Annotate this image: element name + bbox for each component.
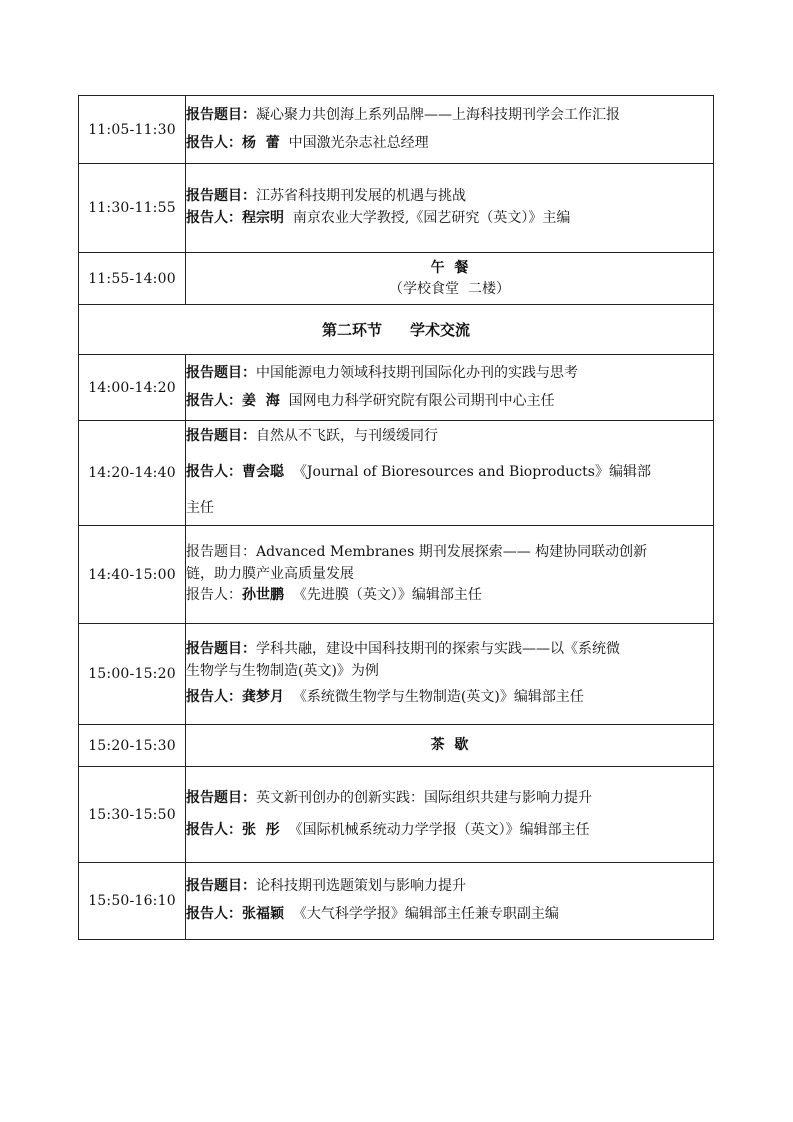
schedule-row bbox=[79, 767, 714, 863]
speaker-name: 姜 海 bbox=[242, 392, 280, 409]
speaker-info: 南京农业大学教授,《园艺研究（英文）》主编 bbox=[292, 210, 571, 226]
speaker-info-continued: 主任 bbox=[186, 499, 214, 516]
speaker-line bbox=[186, 687, 713, 709]
speaker-info: 《Journal of Bioresources and Bioproducts》编辑部 bbox=[292, 464, 651, 481]
report-cell bbox=[186, 96, 714, 164]
speaker-name: 张 彤 bbox=[242, 821, 280, 838]
time-cell: 15:20-15:30 bbox=[79, 725, 186, 767]
topic-line bbox=[186, 105, 713, 127]
topic-label: 报告题目： bbox=[186, 428, 256, 445]
speaker-info: 《系统微生物学与生物制造(英文)》编辑部主任 bbox=[292, 688, 584, 705]
topic-text: 中国能源电力领域科技期刊国际化办刊的实践与思考 bbox=[256, 364, 578, 381]
report-cell bbox=[186, 164, 714, 253]
break-title: 茶 歇 bbox=[430, 736, 469, 753]
topic-label: 报告题目： bbox=[186, 789, 256, 806]
speaker-name: 龚梦月 bbox=[242, 688, 284, 705]
report-cell bbox=[186, 767, 714, 863]
schedule-row bbox=[79, 863, 714, 940]
speaker-line bbox=[186, 820, 713, 842]
break-row bbox=[79, 253, 714, 305]
speaker-name: 杨 蕾 bbox=[242, 134, 280, 151]
topic-label: 报告题目： bbox=[186, 543, 256, 560]
topic-text: Advanced Membranes 期刊发展探索—— 构建协同联动创新 bbox=[256, 543, 648, 560]
topic-text: 英文新刊创办的创新实践：国际组织共建与影响力提升 bbox=[256, 789, 592, 806]
break-cell bbox=[186, 725, 714, 767]
speaker-label: 报告人： bbox=[186, 392, 242, 409]
speaker-name: 程宗明 bbox=[242, 210, 284, 226]
speaker-label: 报告人： bbox=[186, 587, 242, 604]
topic-text: 自然从不飞跃，与刊缓缓同行 bbox=[256, 428, 438, 445]
report-cell bbox=[186, 863, 714, 940]
topic-label: 报告题目： bbox=[186, 364, 256, 381]
topic-label: 报告题目： bbox=[186, 878, 256, 895]
topic-label: 报告题目： bbox=[186, 188, 256, 205]
speaker-line bbox=[186, 462, 713, 484]
report-cell bbox=[186, 421, 714, 526]
schedule-row bbox=[79, 164, 714, 253]
topic-line-continued: 生物学与生物制造(英文)》为例 bbox=[186, 663, 379, 680]
topic-line bbox=[186, 186, 713, 208]
speaker-name: 曹会聪 bbox=[242, 464, 284, 481]
topic-line-continued: 链，助力膜产业高质量发展 bbox=[186, 565, 354, 582]
topic-line bbox=[186, 426, 713, 448]
schedule-row bbox=[79, 421, 714, 526]
topic-line bbox=[186, 876, 713, 898]
speaker-label: 报告人： bbox=[186, 210, 242, 226]
time-cell: 15:30-15:50 bbox=[79, 767, 186, 863]
break-row bbox=[79, 725, 714, 767]
time-cell: 14:40-15:00 bbox=[79, 526, 186, 624]
schedule-table bbox=[78, 95, 714, 940]
speaker-name: 孙世鹏 bbox=[242, 587, 284, 604]
report-cell bbox=[186, 526, 714, 624]
time-cell: 11:05-11:30 bbox=[79, 96, 186, 164]
speaker-name: 张福颖 bbox=[242, 906, 284, 922]
schedule-row bbox=[79, 526, 714, 624]
time-cell: 11:30-11:55 bbox=[79, 164, 186, 253]
speaker-line bbox=[186, 133, 713, 155]
section-header bbox=[79, 305, 714, 355]
section-title: 学术交流 bbox=[410, 321, 471, 339]
break-title: 午 餐 bbox=[430, 260, 469, 277]
time-cell: 15:00-15:20 bbox=[79, 624, 186, 725]
break-subtitle: （学校食堂 二楼） bbox=[389, 280, 510, 297]
speaker-label: 报告人： bbox=[186, 134, 242, 151]
speaker-line bbox=[186, 208, 713, 230]
speaker-label: 报告人： bbox=[186, 906, 242, 922]
schedule-row bbox=[79, 96, 714, 164]
speaker-label: 报告人： bbox=[186, 688, 242, 705]
topic-label: 报告题目： bbox=[186, 641, 256, 658]
break-cell bbox=[186, 253, 714, 305]
time-cell: 14:00-14:20 bbox=[79, 355, 186, 421]
time-cell: 14:20-14:40 bbox=[79, 421, 186, 526]
report-cell bbox=[186, 355, 714, 421]
time-cell: 15:50-16:10 bbox=[79, 863, 186, 940]
schedule-row bbox=[79, 624, 714, 725]
speaker-info: 国网电力科学研究院有限公司期刊中心主任 bbox=[288, 392, 555, 409]
report-cell bbox=[186, 624, 714, 725]
speaker-line bbox=[186, 391, 713, 413]
topic-line bbox=[186, 363, 713, 385]
speaker-line bbox=[186, 904, 713, 926]
time-cell: 11:55-14:00 bbox=[79, 253, 186, 305]
topic-line bbox=[186, 542, 713, 564]
section-row bbox=[79, 305, 714, 355]
speaker-label: 报告人： bbox=[186, 821, 242, 838]
speaker-line bbox=[186, 585, 713, 607]
speaker-info: 《国际机械系统动力学学报（英文）》编辑部主任 bbox=[288, 821, 590, 838]
topic-label: 报告题目： bbox=[186, 106, 256, 123]
topic-text: 论科技期刊选题策划与影响力提升 bbox=[256, 878, 466, 895]
topic-text: 学科共融，建设中国科技期刊的探索与实践——以《系统微 bbox=[256, 641, 620, 658]
speaker-info: 中国激光杂志社总经理 bbox=[288, 134, 429, 151]
topic-text: 凝心聚力共创海上系列品牌——上海科技期刊学会工作汇报 bbox=[256, 106, 620, 123]
section-number: 第二环节 bbox=[321, 321, 382, 339]
topic-text: 江苏省科技期刊发展的机遇与挑战 bbox=[256, 188, 466, 205]
speaker-info: 《大气科学学报》编辑部主任兼专职副主编 bbox=[292, 906, 559, 922]
speaker-label: 报告人： bbox=[186, 464, 242, 481]
schedule-row bbox=[79, 355, 714, 421]
topic-line bbox=[186, 788, 713, 810]
topic-line bbox=[186, 639, 713, 661]
speaker-info: 《先进膜（英文）》编辑部主任 bbox=[292, 587, 482, 604]
